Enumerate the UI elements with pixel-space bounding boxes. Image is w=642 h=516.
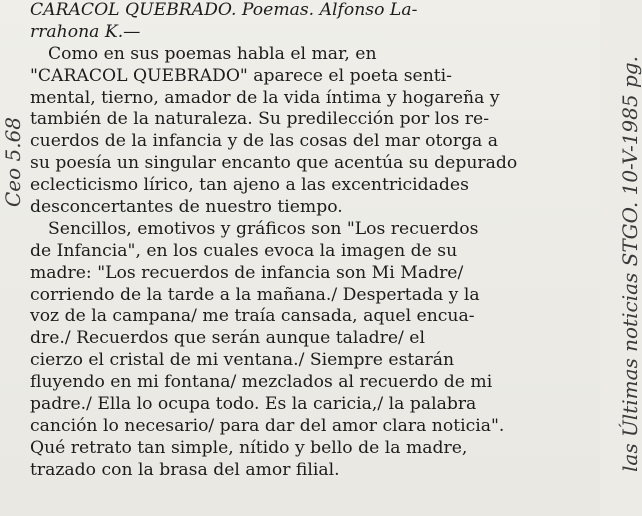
article-body <box>30 0 558 482</box>
article-line: eclecticismo lírico, tan ajeno a las excentricidades <box>30 175 469 196</box>
article-line: mental, tierno, amador de la vida íntima y hogareña y <box>30 87 500 108</box>
article-line: padre./ Ella lo ocupa todo. Es la caricia,/ la palabra <box>30 394 477 415</box>
article-line: canción lo necesario/ para dar del amor clara noticia". <box>30 415 505 436</box>
article-line: de Infancia", en los cuales evoca la imagen de su <box>30 240 458 261</box>
article-line: madre: "Los recuerdos de infancia son Mi Madre/ <box>30 262 464 283</box>
article-line: trazado con la brasa del amor filial. <box>30 459 340 480</box>
article-line: cierzo el cristal de mi ventana./ Siempre estarán <box>30 350 455 371</box>
article-line: su poesía un singular encanto que acentúa su depurado <box>30 153 518 174</box>
article-line: cuerdos de la infancia y de las cosas del mar otorga a <box>30 131 498 152</box>
article-line: voz de la campana/ me traía cansada, aquel encua- <box>30 306 475 327</box>
article-line: dre./ Recuerdos que serán aunque taladre/ el <box>30 328 425 349</box>
article-line: Como en sus poemas habla el mar, en <box>48 43 377 64</box>
article-line: Sencillos, emotivos y gráficos son "Los recuerdos <box>48 218 479 239</box>
article-line: Qué retrato tan simple, nítido y bello de la madre, <box>30 437 468 458</box>
handwritten-note-right: las Últimas noticias STGO. 10-V-1985 pg. <box>618 56 642 472</box>
article-line: también de la naturaleza. Su predilección por los re- <box>30 109 490 130</box>
article-line: desconcertantes de nuestro tiempo. <box>30 197 343 218</box>
article-heading-line-2: rrahona K.— <box>30 21 141 42</box>
article-line: fluyendo en mi fontana/ mezclados al recuerdo de mi <box>30 372 493 393</box>
article-line: "CARACOL QUEBRADO" aparece el poeta senti- <box>30 65 452 86</box>
handwritten-note-left: Ceo 5.68 <box>1 116 26 208</box>
article-line: corriendo de la tarde a la mañana./ Despertada y la <box>30 284 480 305</box>
article-heading-line-1: CARACOL QUEBRADO. Poemas. Alfonso La- <box>30 0 418 20</box>
